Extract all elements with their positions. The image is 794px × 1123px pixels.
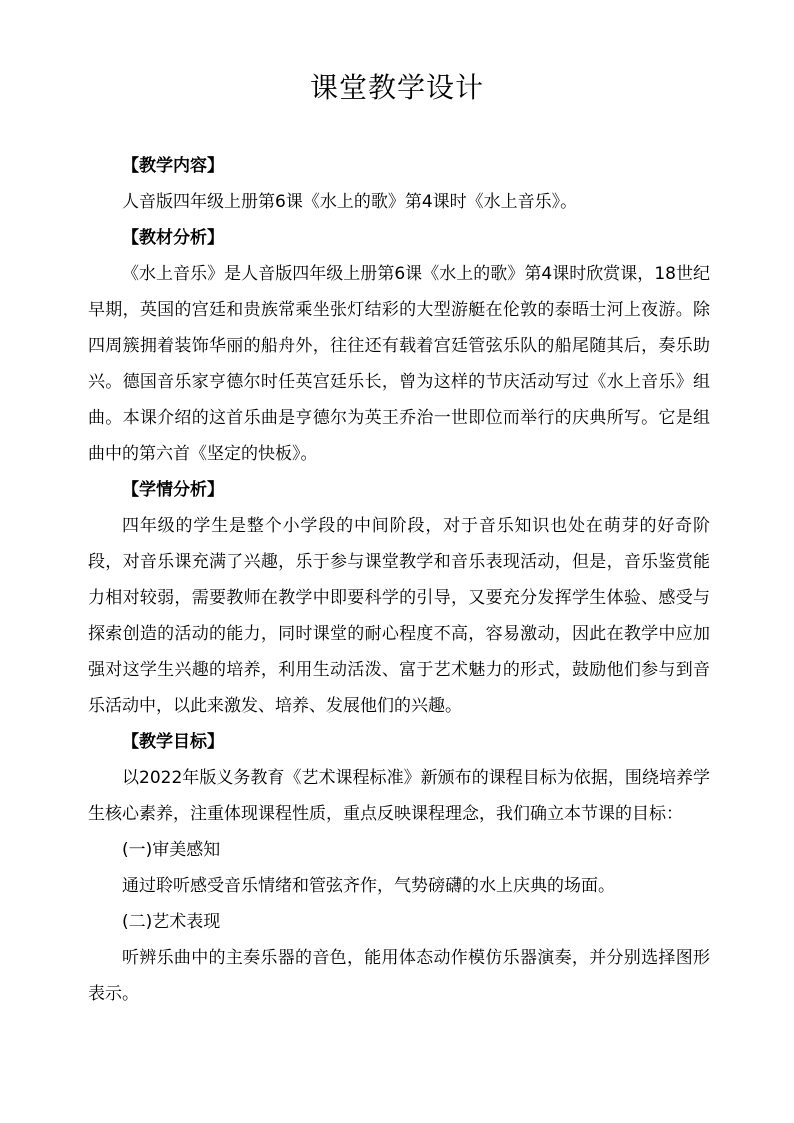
section-heading-students: 【学情分析】 xyxy=(122,480,224,500)
document-body xyxy=(88,148,710,1012)
section-heading-materials: 【教材分析】 xyxy=(122,228,224,248)
goal-label-artistic: (二)艺术表现 xyxy=(122,912,221,932)
section-paragraph-goals: 以2022年版义务教育《艺术课程标准》新颁布的课程目标为依据，围绕培养学生核心素养，注重体现课程性质，重点反映课程理念，我们确立本节课的目标： xyxy=(88,768,710,824)
section-paragraph-students: 四年级的学生是整个小学段的中间阶段，对于音乐知识也处在萌芽的好奇阶段，对音乐课充满了兴趣，乐于参与课堂教学和音乐表现活动，但是，音乐鉴赏能力相对较弱，需要教师在教学中即要科学的引导，又要充分发挥学生体验、感受与探索创造的活动的能力，同时课堂的耐心程度不高，容易激动，因此在教学中应加强对这学生兴趣的培养，利用生动活泼、富于艺术魅力的形式，鼓励他们参与到音乐活动中，以此来激发、培养、发展他们的兴趣。 xyxy=(88,516,710,716)
goal-text-aesthetic: 通过聆听感受音乐情绪和管弦齐作，气势磅礴的水上庆典的场面。 xyxy=(122,876,615,896)
page-title: 课堂教学设计 xyxy=(309,71,484,104)
section-paragraph-content: 人音版四年级上册第6课《水上的歌》第4课时《水上音乐》。 xyxy=(122,192,578,212)
section-heading-content: 【教学内容】 xyxy=(122,156,224,176)
goal-text-artistic: 听辨乐曲中的主奏乐器的音色，能用体态动作模仿乐器演奏，并分别选择图形表示。 xyxy=(88,948,710,1004)
section-heading-goals: 【教学目标】 xyxy=(122,732,224,752)
section-paragraph-materials: 《水上音乐》是人音版四年级上册第6课《水上的歌》第4课时欣赏课，18世纪早期，英国的宫廷和贵族常乘坐张灯结彩的大型游艇在伦敦的泰晤士河上夜游。除四周簇拥着装饰华丽的船舟外，往往还有载着宫廷管弦乐队的船尾随其后，奏乐助兴。德国音乐家亨德尔时任英宫廷乐长，曾为这样的节庆活动写过《水上音乐》组曲。本课介绍的这首乐曲是亨德尔为英王乔治一世即位而举行的庆典所写。它是组曲中的第六首《坚定的快板》。 xyxy=(88,264,710,464)
goal-label-aesthetic: (一)审美感知 xyxy=(122,840,221,860)
